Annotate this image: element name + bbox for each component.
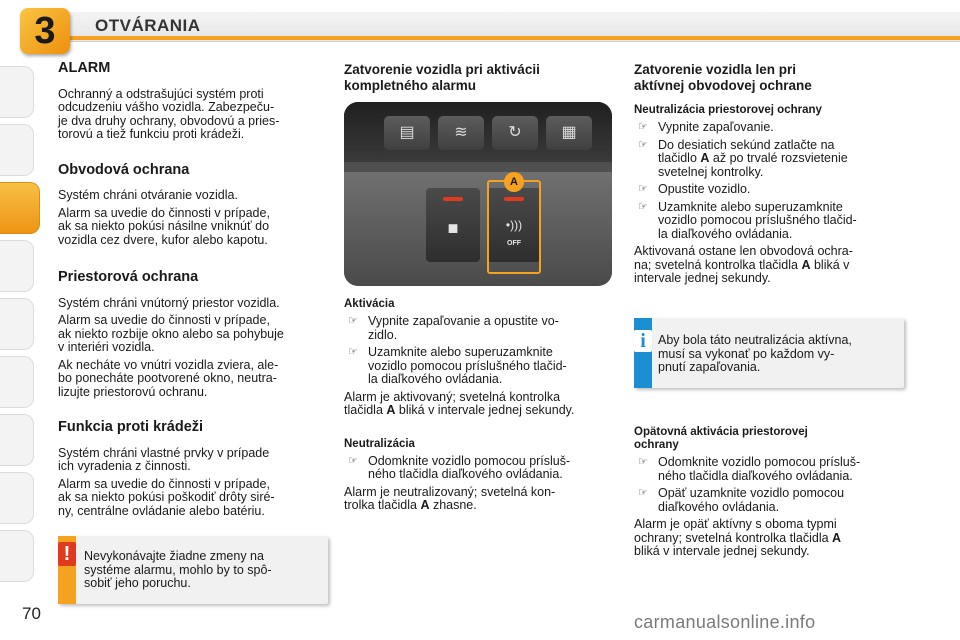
text-span: bliká v intervale jednej sekundy. xyxy=(395,403,575,417)
right-column xyxy=(634,62,904,286)
middle-column-lower xyxy=(344,298,616,513)
text-line: ak sa niekto pokúsi násilne vniknúť do xyxy=(58,219,270,233)
warning-note-text xyxy=(84,550,320,591)
antitheft-heading: Funkcia proti krádeži xyxy=(58,419,204,435)
text-line: Aktivovaná ostane len obvodová ochra- xyxy=(634,244,853,258)
heading-line: kompletného alarmu xyxy=(344,78,477,93)
chapter-tab-3-active[interactable] xyxy=(0,182,40,234)
activation-item xyxy=(344,346,616,387)
button-a-ref: A xyxy=(420,498,430,512)
text-line: bliká v intervale jednej sekundy. xyxy=(634,544,810,558)
reactivation-heading xyxy=(634,426,904,452)
text-span: ochrany; svetelná kontrolka tlačidla xyxy=(634,530,833,545)
heading-line: Zatvorenie vozidla len pri xyxy=(634,62,797,77)
full-alarm-heading xyxy=(344,62,616,94)
text-line: ného tlačidla diaľkového ovládania. xyxy=(368,467,563,481)
text-line: ak sa niekto pokúsi poškodiť drôty siré- xyxy=(58,490,275,504)
neutralization-heading: Neutralizácia xyxy=(344,437,415,450)
text-line: Vypnite zapaľovanie a opustite vo- xyxy=(368,314,559,328)
text-line: musí sa vykonať po každom vy- xyxy=(658,346,835,361)
info-note-bar xyxy=(634,318,652,388)
text-line: la diaľkového ovládania. xyxy=(658,226,793,241)
text-line: Do desiatich sekúnd zatlačte na xyxy=(658,137,835,152)
chapter-badge xyxy=(20,8,70,54)
interior-text-3 xyxy=(58,359,328,400)
info-note xyxy=(634,318,904,388)
text-line: Alarm sa uvedie do činnosti v prípade, xyxy=(58,205,270,220)
chapter-tab-4[interactable] xyxy=(0,240,34,292)
text-line: Systém chráni vlastné prvky v prípade xyxy=(58,445,270,460)
text-line: Odomknite vozidlo pomocou prísluš- xyxy=(368,453,571,468)
activation-result xyxy=(344,391,616,418)
text-line xyxy=(634,259,904,273)
text-line: ak niekto rozbije okno alebo sa pohybuje xyxy=(58,326,284,341)
left-column xyxy=(58,62,328,518)
text-line: svetelnej kontrolky. xyxy=(658,164,764,179)
text-line: intervale jednej sekundy. xyxy=(634,271,771,285)
button-a-ref: A xyxy=(801,257,811,272)
interior-text-2 xyxy=(58,314,328,355)
neutralization-result xyxy=(344,486,616,513)
text-line xyxy=(634,532,904,546)
text-line xyxy=(344,404,616,418)
reactivation-step xyxy=(634,456,904,483)
pointing-hand-icon: ☞ xyxy=(638,138,648,151)
text-line: Alarm je neutralizovaný; svetelná kon- xyxy=(344,484,556,499)
text-line: Uzamknite alebo superuzamknite xyxy=(658,199,843,214)
text-span: zhasne. xyxy=(429,498,477,512)
alarm-button-photo xyxy=(344,102,612,286)
text-line: vozidlo pomocou príslušného tlačid- xyxy=(658,213,857,227)
text-line: diaľkového ovládania. xyxy=(658,499,780,514)
activation-item xyxy=(344,315,616,342)
text-span: až po trvalé rozsvietenie xyxy=(709,151,848,165)
page-header xyxy=(0,0,960,62)
windscreen-demist-icon: ≋ xyxy=(438,116,484,150)
neutralization-step xyxy=(634,139,904,180)
pointing-hand-icon: ☞ xyxy=(638,456,648,468)
pointing-hand-icon: ☞ xyxy=(348,454,358,467)
text-line: Opustite vozidlo. xyxy=(658,182,751,196)
text-line xyxy=(658,152,904,166)
perimeter-only-heading xyxy=(634,62,904,94)
text-line: Ak necháte vo vnútri vozidla zviera, ale- xyxy=(58,357,279,372)
text-line: vozidlo pomocou príslušného tlačid- xyxy=(368,358,567,373)
padlock-icon: ■ xyxy=(447,218,459,238)
pointing-hand-icon: ☞ xyxy=(638,200,648,213)
text-line: systéme alarmu, mohlo by to spô- xyxy=(84,562,272,577)
pointing-hand-icon: ☞ xyxy=(348,315,358,327)
text-line: ich vyradenia z činnosti. xyxy=(58,459,191,473)
chapter-number: 3 xyxy=(34,10,56,52)
neutralization-step xyxy=(634,201,904,242)
info-note-text xyxy=(658,334,896,375)
text-line: Alarm sa uvedie do činnosti v prípade, xyxy=(58,313,270,327)
text-line: Alarm sa uvedie do činnosti v prípade, xyxy=(58,476,270,491)
hvac-button-row xyxy=(344,102,612,162)
activation-heading: Aktivácia xyxy=(344,298,395,310)
chapter-tab-7[interactable] xyxy=(0,414,34,466)
text-line: bo ponecháte pootvorené okno, neutra- xyxy=(58,371,277,385)
text-line: v interiéri vozidla. xyxy=(58,340,155,354)
text-span: trolka tlačidla xyxy=(344,498,421,512)
central-lock-button xyxy=(426,188,480,262)
text-span: na; svetelná kontrolka tlačidla xyxy=(634,257,802,272)
lock-led xyxy=(443,197,463,201)
text-line xyxy=(344,499,616,513)
chapter-tab-8[interactable] xyxy=(0,472,34,524)
heading-line: ochrany xyxy=(634,439,679,451)
text-line: Opäť uzamknite vozidlo pomocou xyxy=(658,486,845,500)
air-recirculation-icon: ↻ xyxy=(492,116,538,150)
text-line: Alarm je opäť aktívny s oboma typmi xyxy=(634,517,837,531)
neutralization-step xyxy=(634,121,904,135)
text-line: Vypnite zapaľovanie. xyxy=(658,120,774,134)
text-line: zidlo. xyxy=(368,327,398,342)
chapter-tabs xyxy=(0,66,40,586)
heated-window-icon: ▦ xyxy=(546,116,592,150)
info-icon: i xyxy=(634,330,652,352)
heading-line: Zatvorenie vozidla pri aktivácii xyxy=(344,62,540,77)
text-line: Ochranný a odstrašujúci systém proti xyxy=(58,86,264,101)
middle-column xyxy=(344,62,616,94)
text-span: tlačidlo xyxy=(658,151,701,165)
perimeter-text-1: Systém chráni otváranie vozidla. xyxy=(58,188,238,202)
alarm-heading: ALARM xyxy=(58,60,111,76)
callout-frame xyxy=(487,180,541,274)
watermark: carmanualsonline.info xyxy=(634,612,816,632)
interior-neutralization-result xyxy=(634,245,904,286)
text-line: je dva druhy ochrany, obvodovú a pries- xyxy=(58,113,280,128)
text-line: pnutí zapaľovania. xyxy=(658,360,761,374)
rear-defrost-icon: ▤ xyxy=(384,116,430,150)
heading-line: Opätovná aktivácia priestorovej xyxy=(634,426,808,438)
chapter-tab-1[interactable] xyxy=(0,66,34,118)
neutralization-step xyxy=(634,183,904,197)
text-line: Alarm je aktivovaný; svetelná kontrolka xyxy=(344,389,561,404)
antitheft-text-2 xyxy=(58,478,328,519)
button-a-ref: A xyxy=(832,530,842,545)
text-line: ny, centrálne ovládanie alebo batériu. xyxy=(58,503,265,518)
text-line: odcudzeniu vášho vozidla. Zabezpeču- xyxy=(58,100,275,114)
antitheft-text-1 xyxy=(58,447,328,474)
alarm-off-label: OFF xyxy=(507,240,521,247)
interior-neutralization-heading: Neutralizácia priestorovej ochrany xyxy=(634,104,822,116)
chapter-tab-2[interactable] xyxy=(0,124,34,176)
chapter-tab-5[interactable] xyxy=(0,298,34,350)
pointing-hand-icon: ☞ xyxy=(638,121,648,133)
alarm-wave-icon: •))) xyxy=(505,218,523,232)
text-line: vozidla cez dvere, kufor alebo kapotu. xyxy=(58,232,268,247)
text-span: tlačidla xyxy=(344,403,387,417)
text-line: ného tlačidla diaľkového ovládania. xyxy=(658,468,853,483)
pointing-hand-icon: ☞ xyxy=(638,487,648,499)
heading-line: aktívnej obvodovej ochrane xyxy=(634,78,812,93)
interior-heading: Priestorová ochrana xyxy=(58,269,199,285)
perimeter-text-2 xyxy=(58,207,328,248)
text-line: la diaľkového ovládania. xyxy=(368,372,503,386)
chapter-tab-9[interactable] xyxy=(0,530,34,582)
page-number: 70 xyxy=(22,604,41,623)
text-line: torovú a tiež funkciu proti krádeži. xyxy=(58,127,245,141)
page-title: OTVÁRANIA xyxy=(95,16,201,35)
pointing-hand-icon: ☞ xyxy=(348,346,358,358)
text-line: Odomknite vozidlo pomocou prísluš- xyxy=(658,455,861,469)
interior-text-1: Systém chráni vnútorný priestor vozidla. xyxy=(58,295,280,310)
text-line: lizujte priestorovú ochranu. xyxy=(58,384,208,399)
warning-icon: ! xyxy=(58,542,76,566)
text-line: sobiť jeho poruchu. xyxy=(84,576,191,590)
right-column-lower xyxy=(634,426,904,559)
text-line: Nevykonávajte žiadne zmeny na xyxy=(84,549,264,563)
text-span: bliká v xyxy=(810,257,850,272)
reactivation-result xyxy=(634,518,904,559)
alarm-intro xyxy=(58,88,328,142)
button-a-ref: A xyxy=(386,403,396,417)
pointing-hand-icon: ☞ xyxy=(638,183,648,195)
chapter-tab-6[interactable] xyxy=(0,356,34,408)
callout-a-badge: A xyxy=(504,172,524,192)
reactivation-step xyxy=(634,487,904,514)
header-accent-line xyxy=(60,36,960,40)
button-a-ref: A xyxy=(700,151,710,165)
warning-note xyxy=(58,536,328,604)
perimeter-heading: Obvodová ochrana xyxy=(58,161,190,178)
text-line: Uzamknite alebo superuzamknite xyxy=(368,345,553,359)
neutralization-item xyxy=(344,455,616,482)
text-line: Aby bola táto neutralizácia aktívna, xyxy=(658,333,852,347)
